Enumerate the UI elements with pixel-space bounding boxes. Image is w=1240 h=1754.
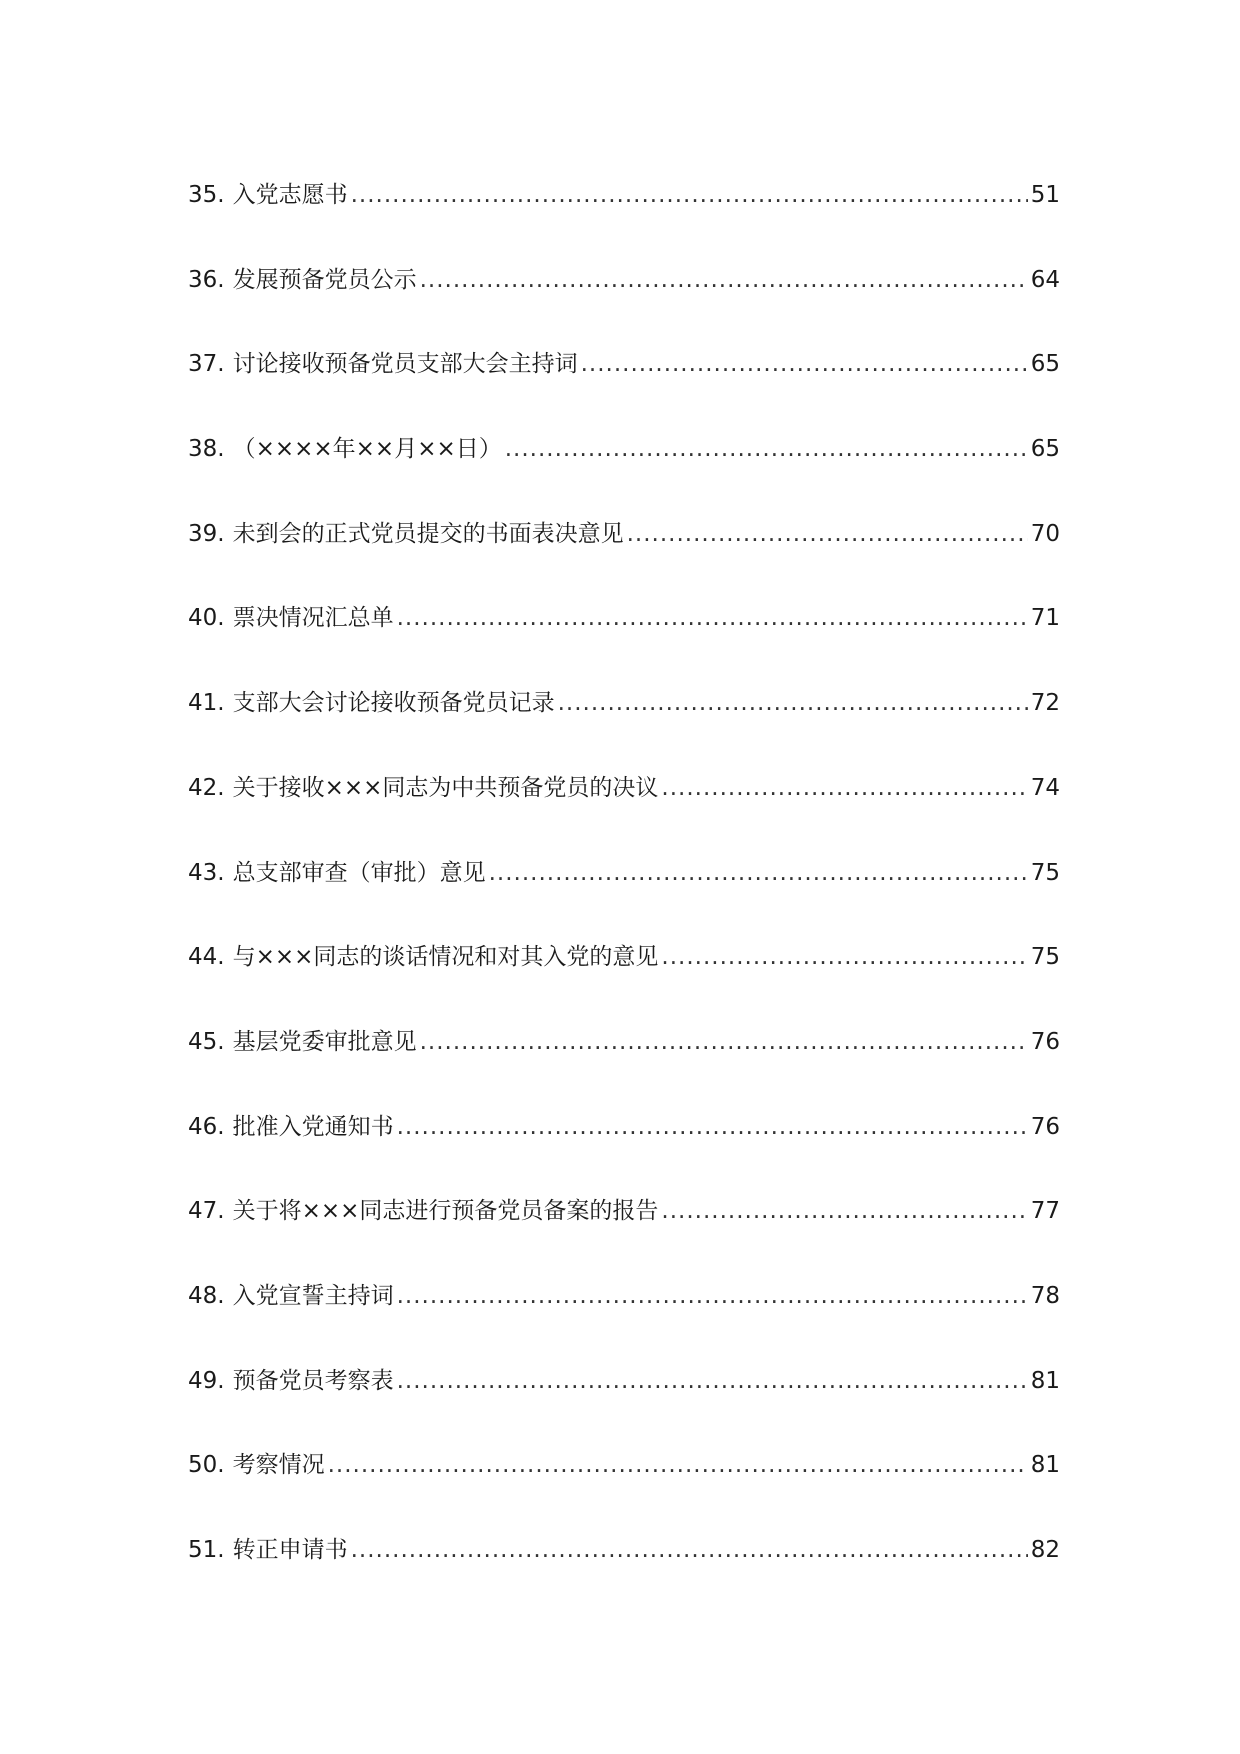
dot-leader [351,178,1028,212]
table-of-contents [188,178,1060,1618]
entry-page-number: 76 [1030,1028,1060,1055]
entry-title: 考察情况 [232,1452,325,1479]
dot-leader [661,771,1027,805]
entry-number: 51. [188,1537,225,1563]
dot-leader [627,517,1028,551]
dot-leader [420,263,1028,297]
entry-title: 转正申请书 [232,1537,348,1563]
entry-title: （××××年××月××日） [232,436,502,463]
entry-number: 46. [188,1113,225,1140]
dot-leader [420,1025,1028,1059]
toc-entry[interactable] [188,1533,1060,1618]
dot-leader [397,1110,1028,1144]
entry-number: 39. [188,520,225,547]
dot-leader [581,347,1028,381]
entry-number: 42. [188,774,225,801]
entry-title: 发展预备党员公示 [232,266,417,293]
dot-leader [328,1448,1028,1482]
entry-title: 讨论接收预备党员支部大会主持词 [232,351,578,378]
dot-leader [558,686,1028,720]
toc-entry[interactable] [188,1025,1060,1110]
entry-page-number: 77 [1030,1198,1060,1225]
entry-page-number: 71 [1030,605,1060,632]
entry-page-number: 82 [1030,1537,1060,1563]
toc-entry[interactable] [188,940,1060,1025]
dot-leader [505,432,1028,466]
entry-page-number: 72 [1030,690,1060,717]
dot-leader [397,1279,1028,1313]
entry-title: 预备党员考察表 [232,1367,394,1394]
toc-entry[interactable] [188,1194,1060,1279]
entry-page-number: 75 [1030,859,1060,886]
entry-title: 与×××同志的谈话情况和对其入党的意见 [232,944,659,971]
entry-page-number: 78 [1030,1282,1060,1309]
entry-number: 37. [188,351,225,378]
entry-page-number: 70 [1030,520,1060,547]
toc-entry[interactable] [188,178,1060,263]
entry-page-number: 81 [1030,1452,1060,1479]
entry-number: 38. [188,436,225,463]
entry-title: 入党宣誓主持词 [232,1282,394,1309]
toc-entry[interactable] [188,771,1060,856]
entry-number: 44. [188,944,225,971]
entry-page-number: 65 [1030,436,1060,463]
entry-number: 45. [188,1028,225,1055]
entry-title: 总支部审查（审批）意见 [232,859,486,886]
toc-entry[interactable] [188,856,1060,941]
dot-leader [351,1533,1028,1567]
entry-number: 36. [188,266,225,293]
entry-page-number: 81 [1030,1367,1060,1394]
entry-title: 票决情况汇总单 [232,605,394,632]
entry-title: 关于接收×××同志为中共预备党员的决议 [232,774,659,801]
dot-leader [489,856,1028,890]
entry-title: 支部大会讨论接收预备党员记录 [232,690,555,717]
toc-entry[interactable] [188,517,1060,602]
entry-page-number: 76 [1030,1113,1060,1140]
entry-page-number: 74 [1030,774,1060,801]
entry-number: 48. [188,1282,225,1309]
entry-number: 49. [188,1367,225,1394]
entry-page-number: 65 [1030,351,1060,378]
entry-number: 50. [188,1452,225,1479]
entry-title: 入党志愿书 [232,182,348,208]
toc-entry[interactable] [188,432,1060,517]
entry-number: 47. [188,1198,225,1225]
entry-number: 40. [188,605,225,632]
entry-title: 基层党委审批意见 [232,1028,417,1055]
entry-number: 35. [188,182,225,208]
entry-title: 关于将×××同志进行预备党员备案的报告 [232,1198,659,1225]
entry-number: 41. [188,690,225,717]
dot-leader [661,940,1027,974]
toc-entry[interactable] [188,1364,1060,1449]
toc-entry[interactable] [188,601,1060,686]
entry-number: 43. [188,859,225,886]
toc-entry[interactable] [188,1279,1060,1364]
dot-leader [397,601,1028,635]
toc-entry[interactable] [188,263,1060,348]
entry-title: 批准入党通知书 [232,1113,394,1140]
entry-page-number: 75 [1030,944,1060,971]
toc-entry[interactable] [188,1110,1060,1195]
entry-title: 未到会的正式党员提交的书面表决意见 [232,520,624,547]
entry-page-number: 51 [1030,182,1060,208]
entry-page-number: 64 [1030,266,1060,293]
toc-entry[interactable] [188,1448,1060,1533]
toc-entry[interactable] [188,686,1060,771]
dot-leader [661,1194,1027,1228]
toc-entry[interactable] [188,347,1060,432]
dot-leader [397,1364,1028,1398]
